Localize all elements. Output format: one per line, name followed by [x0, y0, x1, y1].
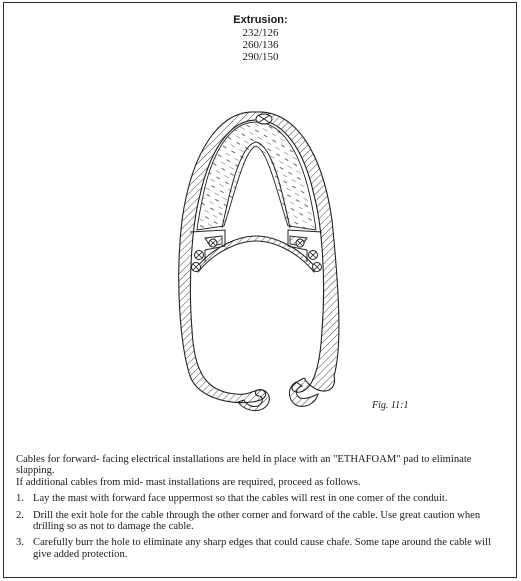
step-number: 2. [16, 509, 24, 521]
step-number: 3. [16, 537, 24, 549]
extrusion-code: 290/150 [242, 51, 279, 63]
step-text: Drill the exit hole for the cable through the other corner and forward of the cable. Use great caution when drilling so as not to damage the cable. [33, 509, 481, 533]
figure-caption: Fig. 11:1 [372, 400, 409, 411]
step-text: Lay the mast with forward face uppermost so that the cables will rest in one comer of the conduit. [33, 493, 448, 505]
extrusion-code: 260/136 [242, 39, 279, 51]
instructions-text [16, 454, 508, 565]
step-text: Carefully burr the hole to eliminate any sharp edges that could cause chafe. Some tape around the cable will give added protection. [33, 537, 492, 560]
step-number: 1. [16, 493, 24, 505]
list-item [16, 510, 508, 533]
list-item [16, 493, 508, 504]
extrusion-title: Extrusion: [233, 14, 288, 26]
intro-paragraph: Cables for forward- facing electrical installations are held in place with an "ETHAFOAM" pad to eliminate slapping. [16, 454, 472, 477]
additional-paragraph: If additional cables from mid- mast installations are required, proceed as follows. [16, 476, 361, 488]
extrusion-code: 232/126 [242, 27, 279, 39]
list-item [16, 537, 508, 560]
steps-list [16, 493, 508, 560]
